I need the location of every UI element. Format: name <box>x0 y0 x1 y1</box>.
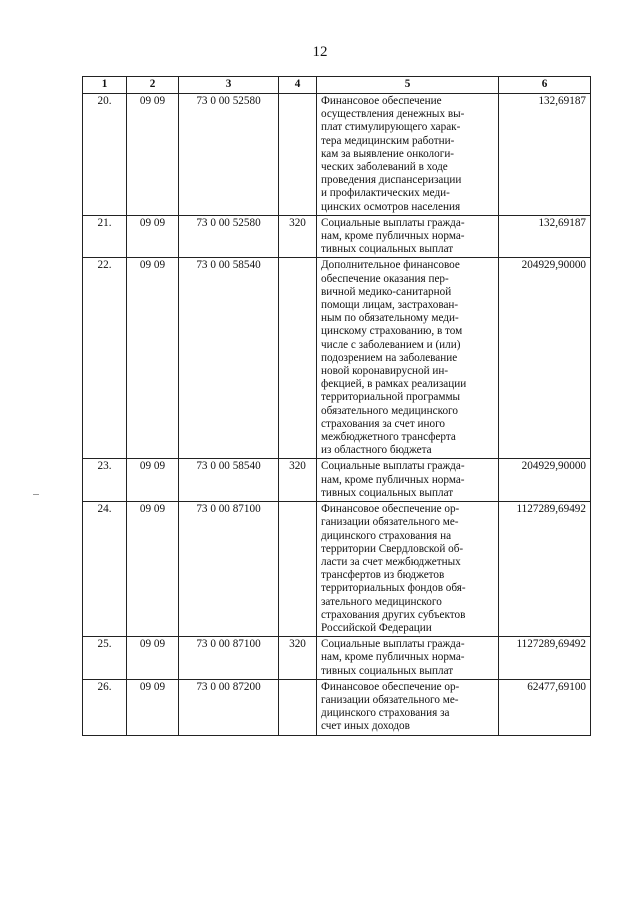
table-row <box>83 637 591 680</box>
target-article-code: 73 0 00 87100 <box>179 637 279 680</box>
item-name-line: новой коронавирусной ин- <box>321 365 449 378</box>
target-article-code: 73 0 00 52580 <box>179 94 279 216</box>
item-name <box>317 637 499 680</box>
item-name-line: обязательного медицинского <box>321 404 458 417</box>
table-row <box>83 215 591 258</box>
item-name-line: ческих заболеваний в ходе <box>321 161 448 174</box>
item-name-line: числе с заболеванием и (или) <box>321 338 461 351</box>
item-name-line: тивных социальных выплат <box>321 664 454 677</box>
header-col-3: 3 <box>179 77 279 94</box>
expense-type-code: 320 <box>279 459 317 502</box>
item-name <box>317 215 499 258</box>
item-name-line: проведения диспансеризации <box>321 174 462 187</box>
item-name-line: кам за выявление онкологи- <box>321 147 455 160</box>
row-number: 23. <box>83 459 127 502</box>
item-name-line: страхования за счет иного <box>321 417 446 430</box>
row-number: 26. <box>83 679 127 735</box>
item-name <box>317 94 499 216</box>
amount: 132,69187 <box>499 215 591 258</box>
section-code: 09 09 <box>127 679 179 735</box>
item-name-line: обеспечение оказания пер- <box>321 272 449 285</box>
header-col-1: 1 <box>83 77 127 94</box>
target-article-code: 73 0 00 87200 <box>179 679 279 735</box>
item-name-line: подозрением на заболевание <box>321 351 458 364</box>
item-name-line: плат стимулирующего харак- <box>321 121 461 134</box>
header-col-4: 4 <box>279 77 317 94</box>
section-code: 09 09 <box>127 94 179 216</box>
item-name-line: помощи лицам, застрахован- <box>321 299 459 312</box>
item-name-line: Социальные выплаты гражда- <box>321 638 465 651</box>
item-name <box>317 502 499 637</box>
item-name-line: тера медицинским работни- <box>321 134 455 147</box>
item-name-line: территории Свердловской об- <box>321 542 464 555</box>
margin-mark <box>33 494 39 495</box>
amount: 1127289,69492 <box>499 637 591 680</box>
expense-type-code <box>279 258 317 459</box>
item-name-line: счет иных доходов <box>321 720 410 733</box>
item-name-line: Дополнительное финансовое <box>321 259 460 272</box>
item-name-line: тивных социальных выплат <box>321 486 454 499</box>
table-row <box>83 94 591 216</box>
section-code: 09 09 <box>127 637 179 680</box>
target-article-code: 73 0 00 58540 <box>179 459 279 502</box>
amount: 204929,90000 <box>499 459 591 502</box>
row-number: 20. <box>83 94 127 216</box>
header-col-2: 2 <box>127 77 179 94</box>
item-name-line: цинских осмотров населения <box>321 200 461 213</box>
item-name-line: Социальные выплаты гражда- <box>321 216 465 229</box>
item-name-line: осуществления денежных вы- <box>321 108 465 121</box>
item-name-line: и профилактических меди- <box>321 187 450 200</box>
table-body <box>83 94 591 736</box>
section-code: 09 09 <box>127 502 179 637</box>
table-header-row <box>83 77 591 94</box>
target-article-code: 73 0 00 58540 <box>179 258 279 459</box>
amount: 204929,90000 <box>499 258 591 459</box>
item-name-line: Финансовое обеспечение ор- <box>321 680 460 693</box>
section-code: 09 09 <box>127 215 179 258</box>
amount: 1127289,69492 <box>499 502 591 637</box>
expense-type-code: 320 <box>279 637 317 680</box>
amount: 132,69187 <box>499 94 591 216</box>
page-number: 12 <box>312 44 328 60</box>
item-name-line: страхования других субъектов <box>321 608 466 621</box>
item-name-line: Социальные выплаты гражда- <box>321 460 465 473</box>
item-name <box>317 459 499 502</box>
item-name-line: ганизации обязательного ме- <box>321 693 459 706</box>
table-row <box>83 679 591 735</box>
row-number: 21. <box>83 215 127 258</box>
section-code: 09 09 <box>127 258 179 459</box>
item-name-line: нам, кроме публичных норма- <box>321 230 465 243</box>
amount: 62477,69100 <box>499 679 591 735</box>
item-name-line: Финансовое обеспечение <box>321 95 442 107</box>
row-number: 22. <box>83 258 127 459</box>
item-name-line: дицинского страхования на <box>321 529 452 542</box>
item-name-line: ласти за счет межбюджетных <box>321 555 461 568</box>
item-name-line: трансфертов из бюджетов <box>321 569 445 582</box>
item-name-line: территориальных фондов обя- <box>321 582 466 595</box>
section-code: 09 09 <box>127 459 179 502</box>
item-name-line: ным по обязательному меди- <box>321 312 459 325</box>
item-name-line: фекцией, в рамках реализации <box>321 378 467 391</box>
target-article-code: 73 0 00 87100 <box>179 502 279 637</box>
item-name-line: межбюджетного трансферта <box>321 431 456 444</box>
table-row <box>83 502 591 637</box>
item-name-line: нам, кроме публичных норма- <box>321 473 465 486</box>
header-col-6: 6 <box>499 77 591 94</box>
item-name-line: Финансовое обеспечение ор- <box>321 503 460 516</box>
item-name <box>317 679 499 735</box>
expense-type-code: 320 <box>279 215 317 258</box>
table-row <box>83 258 591 459</box>
header-col-5: 5 <box>317 77 499 94</box>
item-name <box>317 258 499 459</box>
item-name-line: цинскому страхованию, в том <box>321 325 463 338</box>
budget-table <box>82 76 591 736</box>
expense-type-code <box>279 502 317 637</box>
item-name-line: Российской Федерации <box>321 621 432 634</box>
item-name-line: вичной медико-санитарной <box>321 285 452 298</box>
target-article-code: 73 0 00 52580 <box>179 215 279 258</box>
item-name-line: из областного бюджета <box>321 444 432 457</box>
item-name-line: нам, кроме публичных норма- <box>321 651 465 664</box>
table-row <box>83 459 591 502</box>
item-name-line: ганизации обязательного ме- <box>321 516 459 529</box>
expense-type-code <box>279 94 317 216</box>
expense-type-code <box>279 679 317 735</box>
row-number: 24. <box>83 502 127 637</box>
item-name-line: территориальной программы <box>321 391 461 404</box>
item-name-line: дицинского страхования за <box>321 707 450 720</box>
item-name-line: тивных социальных выплат <box>321 243 454 256</box>
item-name-line: зательного медицинского <box>321 595 442 608</box>
row-number: 25. <box>83 637 127 680</box>
